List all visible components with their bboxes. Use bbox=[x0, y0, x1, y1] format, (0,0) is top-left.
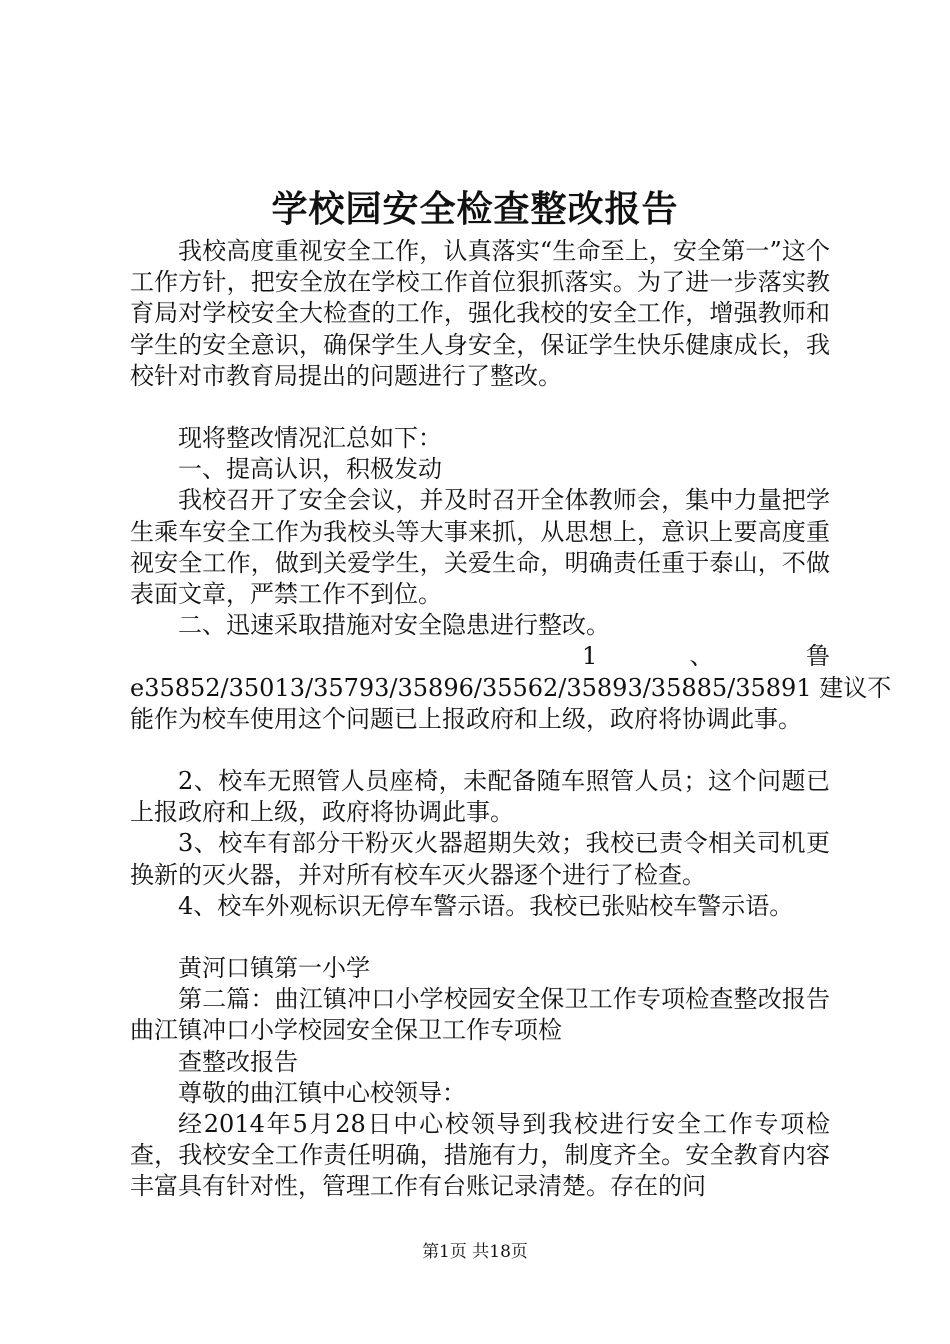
item-1-first-line bbox=[130, 641, 830, 672]
paragraph-gap bbox=[130, 735, 830, 766]
paragraph-second-article-title-end: 查整改报告 bbox=[178, 1047, 298, 1076]
item-1-text-b: 能作为校车使用这个问题已上报政府和上级，政府将协调此事。 bbox=[130, 704, 802, 733]
paragraph-summary-lead: 现将整改情况汇总如下： bbox=[178, 424, 442, 453]
list-item-4: 4、校车外观标识无停车警示语。我校已张贴校车警示语。 bbox=[178, 891, 794, 920]
paragraph-inspection: 经2014年5月28日中心校领导到我校进行安全工作专项检查，我校安全工作责任明确，措施有力，制度齐全。安全教育内容丰富具有针对性，管理工作有台账记录清楚。存在的问 bbox=[130, 1110, 830, 1201]
paragraph-intro: 我校高度重视安全工作，认真落实“生命至上，安全第一”这个工作方针，把安全放在学校工作首位狠抓落实。为了进一步落实教育局对学校安全大检查的工作，强化我校的安全工作，增强教师和学生的安全意识，确保学生人身安全，保证学生快乐健康成长，我校针对市教育局提出的问题进行了整改。 bbox=[130, 237, 830, 390]
list-item-2: 2、校车无照管人员座椅，未配备随车照管人员；这个问题已上报政府和上级，政府将协调此事。 bbox=[130, 767, 830, 827]
item-1-prefix: 鲁 bbox=[806, 642, 830, 671]
signature: 黄河口镇第一小学 bbox=[178, 954, 370, 983]
item-1-plate-codes: e35852/35013/35793/35896/35562/35893/35885/35891 bbox=[130, 673, 812, 702]
item-1-number: 1 bbox=[582, 642, 598, 671]
section-heading-2: 二、迅速采取措施对安全隐患进行整改。 bbox=[178, 611, 610, 640]
paragraph-meeting: 我校召开了安全会议，并及时召开全体教师会，集中力量把学生乘车安全工作为我校头等大事来抓，从思想上，意识上要高度重视安全工作，做到关爱学生，关爱生命，明确责任重于泰山，不做表面文章，严禁工作不到位。 bbox=[130, 486, 830, 609]
list-item-3: 3、校车有部分干粉灭火器超期失效；我校已责令相关司机更换新的灭火器，并对所有校车灭火器逐个进行了检查。 bbox=[130, 829, 830, 889]
item-1-separator: 、 bbox=[689, 642, 714, 671]
salutation: 尊敬的曲江镇中心校领导： bbox=[178, 1078, 466, 1107]
document-body bbox=[130, 236, 892, 1203]
item-1-second-line bbox=[130, 673, 892, 704]
paragraph-second-article-title: 第二篇：曲江镇冲口小学校园安全保卫工作专项检查整改报告曲江镇冲口小学校园安全保卫工作专项检 bbox=[130, 985, 830, 1045]
item-1-text-a: 建议不 bbox=[819, 673, 892, 702]
paragraph-gap bbox=[130, 922, 830, 953]
document-title: 学校园安全检查整改报告 bbox=[271, 188, 679, 230]
section-heading-1: 一、提高认识，积极发动 bbox=[178, 455, 442, 484]
page-number-footer: 第1页 共18页 bbox=[422, 1242, 528, 1262]
paragraph-gap bbox=[130, 392, 830, 423]
